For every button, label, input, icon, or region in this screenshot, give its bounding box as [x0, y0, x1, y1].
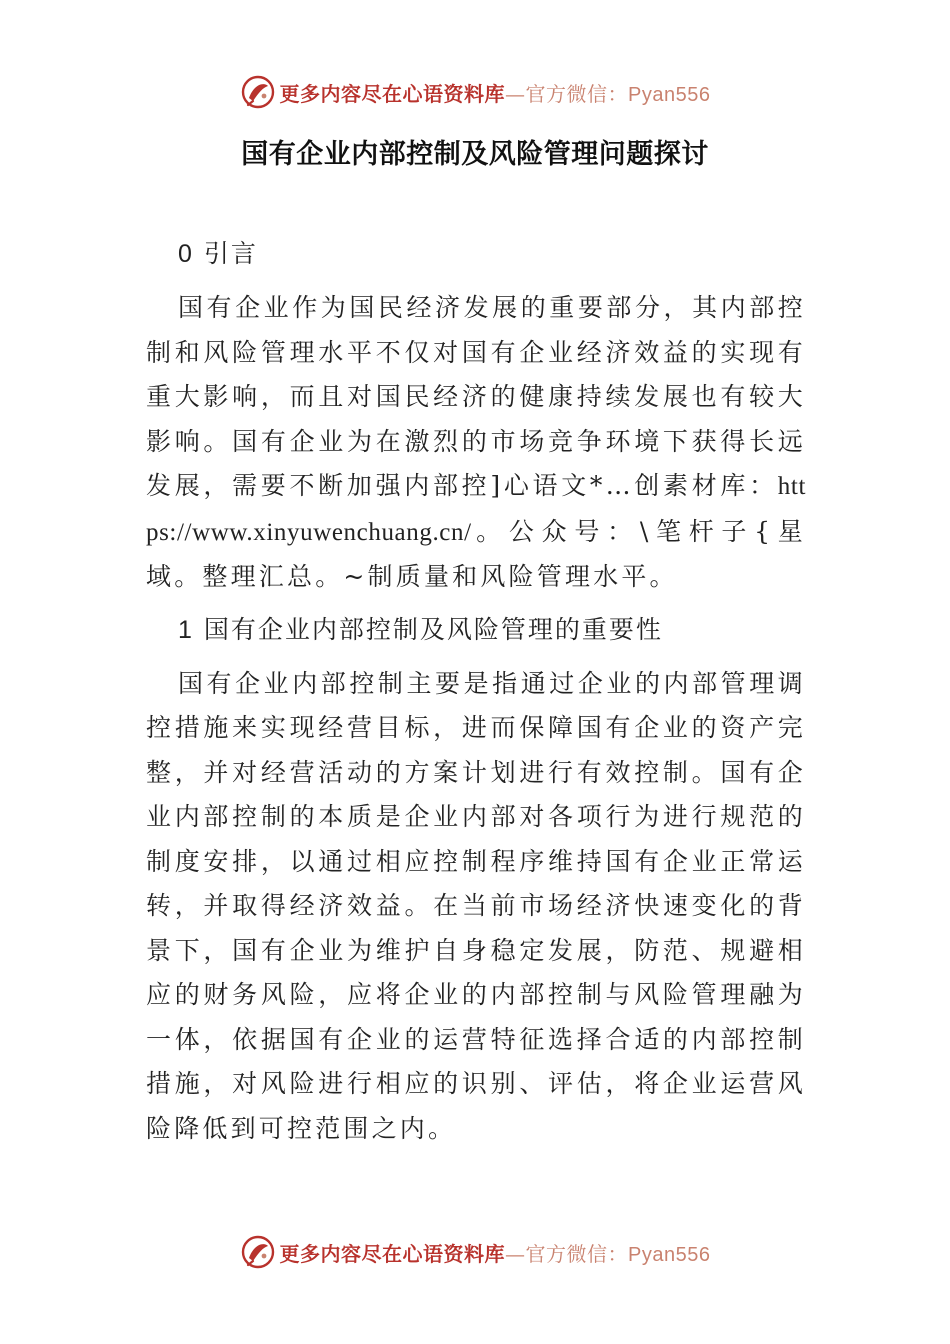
document-body	[146, 226, 806, 1159]
brand-logo-icon	[240, 1234, 276, 1270]
banner-text: 更多内容尽在心语资料库—官方微信：Pyan556	[279, 81, 711, 106]
section-heading-importance: 1 国有企业内部控制及风险管理的重要性	[178, 614, 663, 644]
paragraph-importance: 国有企业内部控制主要是指通过企业的内部管理调控措施来实现经营目标，进而保障国有企业的资产完整，并对经营活动的方案计划进行有效控制。国有企业内部控制的本质是企业内部对各项行为进行规范的制度安排，以通过相应控制程序维持国有企业正常运转，并取得经济效益。在当前市场经济快速变化的背景下，国有企业为维护自身稳定发展，防范、规避相应的财务风险，应将企业的内部控制与风险管理融为一体，依据国有企业的运营特征选择合适的内部控制措施，对风险进行相应的识别、评估，将企业运营风险降低到可控范围之内。	[146, 668, 806, 1143]
paragraph-intro: 国有企业作为国民经济发展的重要部分，其内部控制和风险管理水平不仅对国有企业经济效益的实现有重大影响，而且对国民经济的健康持续发展也有较大影响。国有企业为在激烈的市场竞争环境下获得长远发展，需要不断加强内部控]心语文*…创素材库：https://www.xinyuwenchuang.cn/。公众号：\笔杆子{星域。整理汇总。~制质量和风险管理水平。	[146, 293, 806, 591]
document-title: 国有企业内部控制及风险管理问题探讨	[241, 139, 709, 170]
brand-logo-icon	[240, 74, 276, 110]
footer-banner	[0, 1230, 950, 1274]
header-banner	[0, 70, 950, 114]
banner-text: 更多内容尽在心语资料库—官方微信：Pyan556	[279, 1241, 711, 1266]
section-heading-intro: 0 引言	[178, 239, 258, 268]
